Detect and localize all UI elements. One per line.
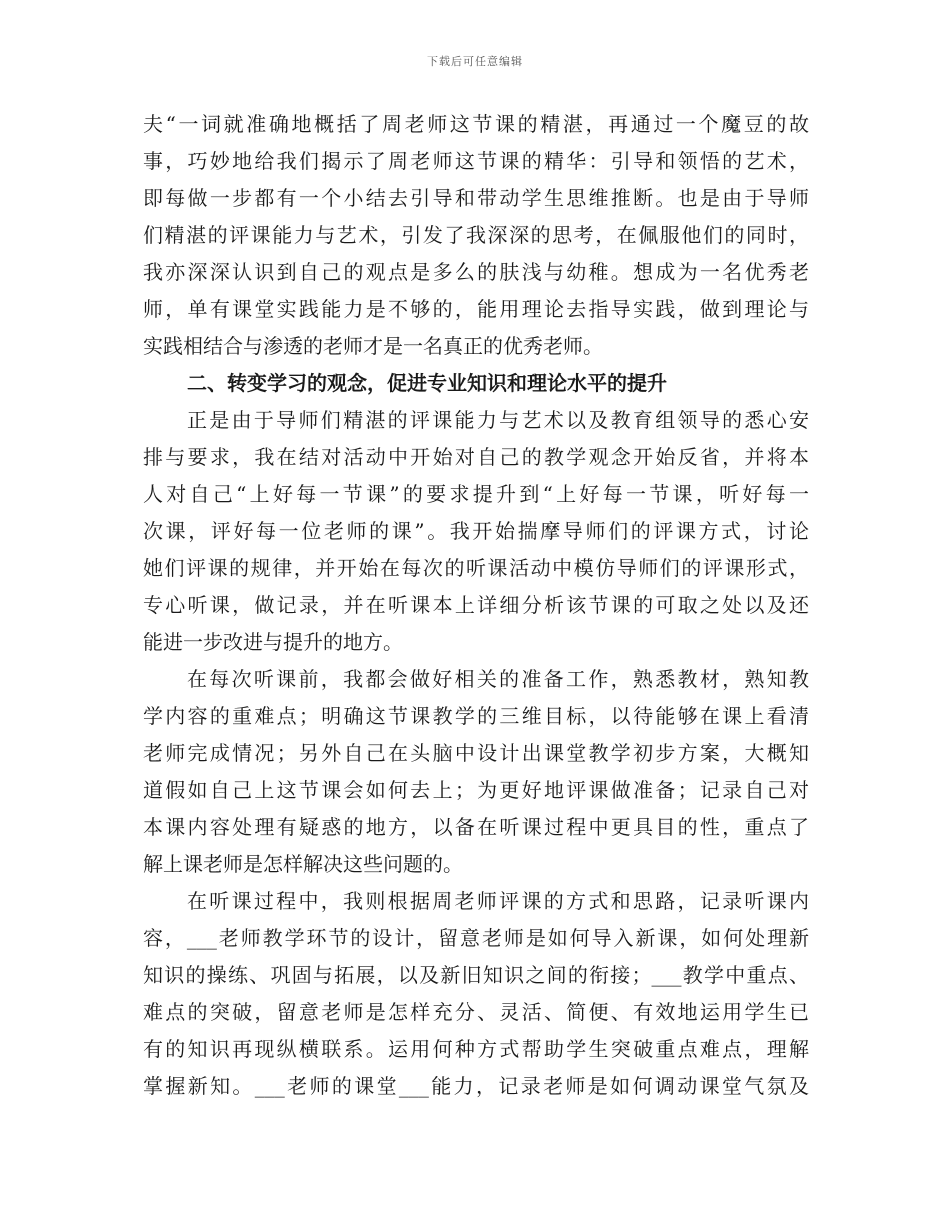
text-line: 夫“一词就准确地概括了周老师这节课的精湛，再通过一个魔豆的故 xyxy=(143,112,809,136)
text-line: 知识的操练、巩固与拓展，以及新旧知识之间的衔接；___教学中重点、 xyxy=(143,963,809,987)
text-line: 们精湛的评课能力与艺术，引发了我深深的思考，在佩服他们的同时， xyxy=(143,223,809,247)
text-line: 师，单有课堂实践能力是不够的，能用理论去指导实践，做到理论与 xyxy=(143,297,809,321)
paragraph xyxy=(143,106,809,365)
text-line: 道假如自己上这节课会如何去上；为更好地评课做准备；记录自己对 xyxy=(143,778,809,802)
text-line: 我亦深深认识到自己的观点是多么的肤浅与幼稚。想成为一名优秀老 xyxy=(143,260,809,284)
text-line: 老师完成情况；另外自己在头脑中设计出课堂教学初步方案，大概知 xyxy=(143,741,809,765)
text-line: 专心听课，做记录，并在听课本上详细分析该节课的可取之处以及还 xyxy=(143,593,809,617)
text-line: 能进一步改进与提升的地方。 xyxy=(143,630,403,654)
text-line: 排与要求，我在结对活动中开始对自己的教学观念开始反省，并将本 xyxy=(143,445,809,469)
text-line: 学内容的重难点；明确这节课教学的三维目标，以待能够在课上看清 xyxy=(143,704,809,728)
text-line: 在每次听课前，我都会做好相关的准备工作，熟悉教材，熟知教 xyxy=(187,667,809,691)
paragraph xyxy=(143,402,809,661)
text-line: 次课，评好每一位老师的课”。我开始揣摩导师们的评课方式，讨论 xyxy=(143,519,809,543)
text-line: 本课内容处理有疑惑的地方，以备在听课过程中更具目的性，重点了 xyxy=(143,815,809,839)
section-heading xyxy=(143,365,809,402)
heading-line: 二、转变学习的观念，促进专业知识和理论水平的提升 xyxy=(187,371,667,395)
text-line: 有的知识再现纵横联系。运用何种方式帮助学生突破重点难点，理解 xyxy=(143,1037,809,1061)
text-line: 事，巧妙地给我们揭示了周老师这节课的精华：引导和领悟的艺术， xyxy=(143,149,809,173)
text-line: 难点的突破，留意老师是怎样充分、灵活、简便、有效地运用学生已 xyxy=(143,1000,809,1024)
text-line: 解上课老师是怎样解决这些问题的。 xyxy=(143,852,463,876)
paragraph xyxy=(143,883,809,1105)
text-line: 容，___老师教学环节的设计，留意老师是如何导入新课，如何处理新 xyxy=(143,926,809,950)
text-line: 正是由于导师们精湛的评课能力与艺术以及教育组领导的悉心安 xyxy=(187,408,809,432)
document-body xyxy=(143,106,809,1105)
text-line: 即每做一步都有一个小结去引导和带动学生思维推断。也是由于导师 xyxy=(143,186,809,210)
text-line: 掌握新知。___老师的课堂___能力，记录老师是如何调动课堂气氛及 xyxy=(143,1074,809,1098)
paragraph xyxy=(143,661,809,883)
text-line: 她们评课的规律，并开始在每次的听课活动中模仿导师们的评课形式， xyxy=(143,556,809,580)
text-line: 在听课过程中，我则根据周老师评课的方式和思路，记录听课内 xyxy=(187,889,809,913)
text-line: 人对自己“上好每一节课”的要求提升到“上好每一节课，听好每一 xyxy=(143,482,809,506)
text-line: 实践相结合与渗透的老师才是一名真正的优秀老师。 xyxy=(143,334,603,358)
page-header: 下载后可任意编辑 xyxy=(427,55,523,68)
